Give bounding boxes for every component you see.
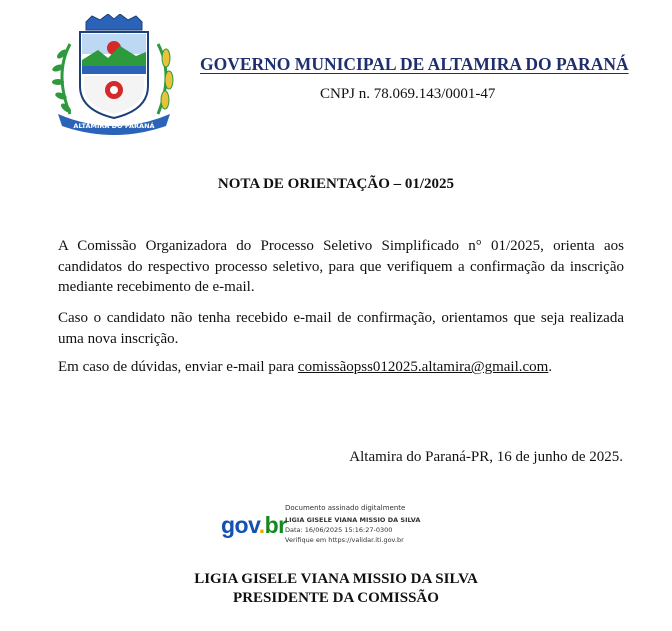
digital-signature-stamp [285,503,420,545]
signature-label: Documento assinado digitalmente [285,504,406,512]
contact-email-link[interactable]: comissãopss012025.altamira@gmail.com [297,359,549,375]
govbr-logo-icon [221,512,287,539]
crest-ribbon-text: ALTAMIRA DO PARANÁ [73,122,155,130]
coat-of-arms-icon [48,14,180,142]
document-title: NOTA DE ORIENTAÇÃO – 01/2025 [217,176,455,192]
signer-name: LIGIA GISELE VIANA MISSIO DA SILVA [194,571,478,587]
cnpj-number: CNPJ n. 78.069.143/0001-47 [320,86,496,102]
paragraph-contact [58,357,624,378]
signer-role: PRESIDENTE DA COMISSÃO [233,590,439,606]
signature-date: Data: 16/06/2025 15:16:27-0300 [285,526,393,534]
signature-verify: Verifique em https://validar.iti.gov.br [285,536,404,544]
paragraph-orientation: A Comissão Organizadora do Processo Seletivo Simplificado n° 01/2025, orienta aos candidatos do respectivo processo seletivo, para que verifiquem a confirmação da inscrição mediante recebimento de e-mail. [58,238,624,295]
contact-suffix: . [548,359,553,375]
govbr-logo-gov: gov [221,512,259,538]
contact-prefix: Em caso de dúvidas, enviar e-mail para [58,359,298,375]
place-and-date: Altamira do Paraná-PR, 16 de junho de 2025. [349,449,623,465]
govbr-logo-dot: . [258,512,265,538]
paragraph-new-registration: Caso o candidato não tenha recebido e-mail de confirmação, orientamos que seja realizada uma nova inscrição. [58,310,624,347]
signature-signer: LIGIA GISELE VIANA MISSIO DA SILVA [285,516,421,524]
govbr-logo-br: br [264,512,287,538]
government-name: GOVERNO MUNICIPAL DE ALTAMIRA DO PARANÁ [200,54,629,74]
